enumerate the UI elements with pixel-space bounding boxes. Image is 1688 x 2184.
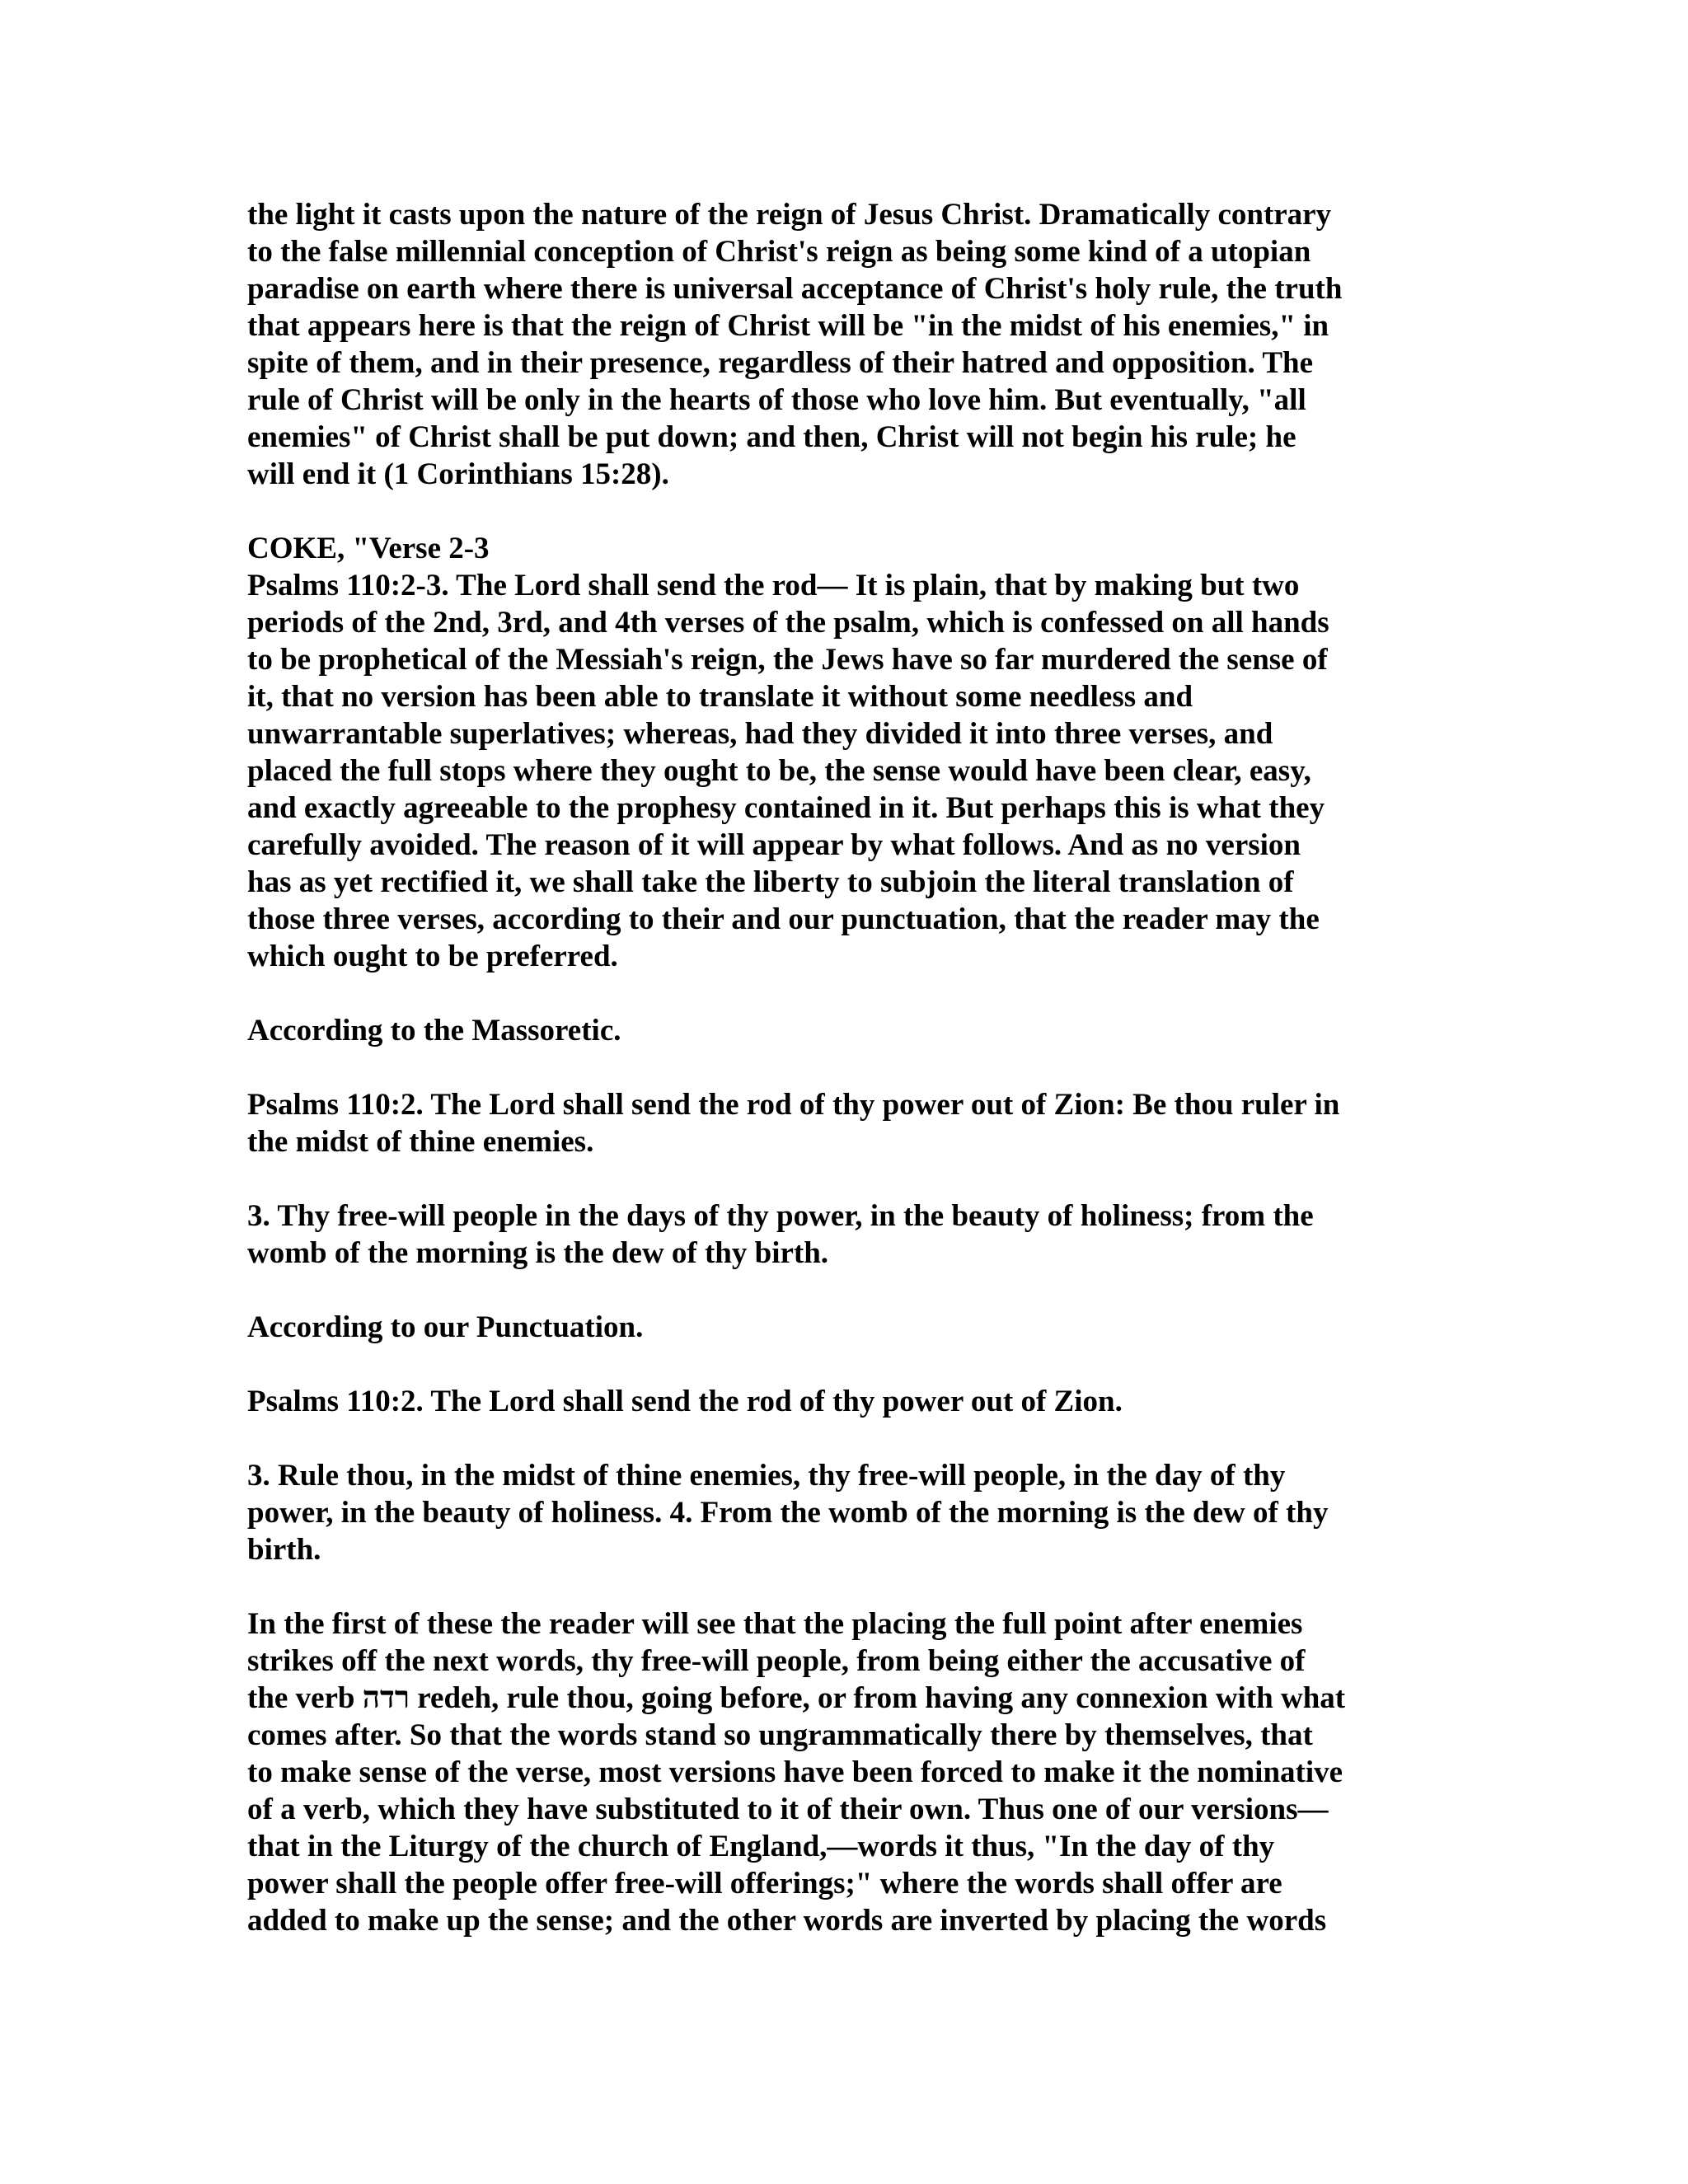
text-line: which ought to be preferred.: [247, 940, 618, 973]
text-line: birth.: [247, 1533, 321, 1567]
document-page: [247, 196, 1434, 1976]
subheading: According to the Massoretic.: [247, 1014, 621, 1047]
paragraph-massoretic-heading: [247, 1012, 1434, 1049]
text-line: spite of them, and in their presence, regardless of their hatred and opposition. The: [247, 346, 1314, 380]
text-line: paradise on earth where there is universal acceptance of Christ's holy rule, the truth: [247, 272, 1343, 306]
text-line: has as yet rectified it, we shall take the liberty to subjoin the literal translation of: [247, 865, 1294, 899]
text-line: rule of Christ will be only in the hearts of those who love him. But eventually, "all: [247, 383, 1306, 417]
paragraph-massoretic-verse-3: [247, 1197, 1434, 1272]
text-line: that appears here is that the reign of Christ will be "in the midst of his enemies," in: [247, 309, 1329, 343]
text-line: 3. Rule thou, in the midst of thine enemies, thy free-will people, in the day of thy: [247, 1459, 1286, 1493]
paragraph-analysis: [247, 1605, 1434, 1939]
subheading: According to our Punctuation.: [247, 1310, 644, 1344]
text-line: will end it (1 Corinthians 15:28).: [247, 457, 669, 491]
text-line: it, that no version has been able to translate it without some needless and: [247, 680, 1193, 714]
paragraph-punctuation-verse-2: [247, 1383, 1434, 1420]
text-line: womb of the morning is the dew of thy birth.: [247, 1236, 829, 1270]
paragraph-punctuation-verse-3: [247, 1457, 1434, 1568]
text-line: added to make up the sense; and the other words are inverted by placing the words: [247, 1904, 1327, 1938]
text-line: that in the Liturgy of the church of England,—words it thus, "In the day of thy: [247, 1830, 1275, 1863]
text-line: comes after. So that the words stand so ungrammatically there by themselves, that: [247, 1718, 1313, 1752]
text-line: periods of the 2nd, 3rd, and 4th verses of the psalm, which is confessed on all hands: [247, 606, 1329, 640]
text-line: power shall the people offer free-will offerings;" where the words shall offer are: [247, 1867, 1282, 1900]
paragraph-massoretic-verse-2: [247, 1086, 1434, 1160]
text-line: those three verses, according to their and our punctuation, that the reader may the: [247, 902, 1320, 936]
text-line: the verb רדה redeh, rule thou, going before, or from having any connexion with what: [247, 1681, 1346, 1715]
paragraph-coke-commentary: [247, 530, 1434, 975]
text-line: the midst of thine enemies.: [247, 1125, 594, 1159]
section-heading: COKE, "Verse 2-3: [247, 532, 490, 565]
text-line: to be prophetical of the Messiah's reign, the Jews have so far murdered the sense of: [247, 643, 1328, 677]
text-line: and exactly agreeable to the prophesy contained in it. But perhaps this is what they: [247, 791, 1325, 825]
text-line: In the first of these the reader will see that the placing the full point after enemies: [247, 1607, 1303, 1641]
text-line: power, in the beauty of holiness. 4. From the womb of the morning is the dew of thy: [247, 1496, 1329, 1530]
paragraph-punctuation-heading: [247, 1309, 1434, 1346]
text-line: placed the full stops where they ought to be, the sense would have been clear, easy,: [247, 754, 1311, 788]
text-line: of a verb, which they have substituted to it of their own. Thus one of our versions—: [247, 1793, 1329, 1826]
text-line: the light it casts upon the nature of the reign of Jesus Christ. Dramatically contrary: [247, 198, 1332, 232]
text-line: strikes off the next words, thy free-will people, from being either the accusative of: [247, 1644, 1306, 1678]
text-line: to make sense of the verse, most versions have been forced to make it the nominative: [247, 1755, 1343, 1789]
text-line: Psalms 110:2-3. The Lord shall send the rod— It is plain, that by making but two: [247, 569, 1300, 602]
text-line: Psalms 110:2. The Lord shall send the rod of thy power out of Zion.: [247, 1385, 1123, 1418]
text-line: Psalms 110:2. The Lord shall send the rod of thy power out of Zion: Be thou ruler in: [247, 1088, 1340, 1122]
text-line: enemies" of Christ shall be put down; and then, Christ will not begin his rule; he: [247, 420, 1296, 454]
paragraph-reign-of-christ: [247, 196, 1434, 493]
text-line: to the false millennial conception of Christ's reign as being some kind of a utopian: [247, 235, 1311, 269]
text-line: 3. Thy free-will people in the days of thy power, in the beauty of holiness; from the: [247, 1199, 1314, 1233]
text-line: carefully avoided. The reason of it will appear by what follows. And as no version: [247, 828, 1301, 862]
text-line: unwarrantable superlatives; whereas, had they divided it into three verses, and: [247, 717, 1273, 751]
